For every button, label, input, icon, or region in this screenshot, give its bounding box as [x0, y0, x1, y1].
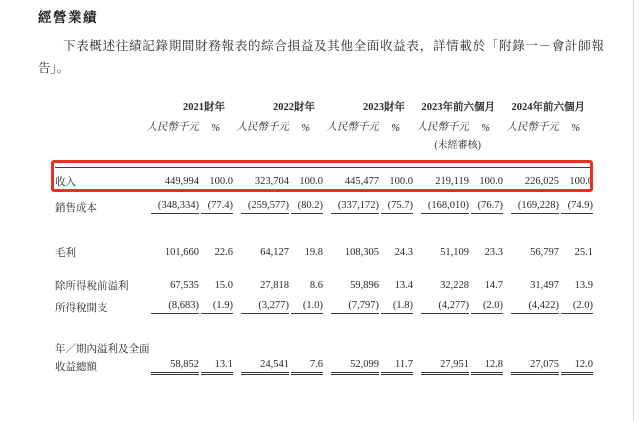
- cell-pct: 100.0: [559, 168, 593, 195]
- cell-value: (3,277): [241, 300, 289, 314]
- cell-pct: 100.0: [379, 168, 413, 195]
- page-edge-divider: [633, 0, 634, 421]
- cell-value: 31,497: [530, 279, 559, 291]
- intro-paragraph: 下表概述往績記錄期間財務報表的綜合損益及其他全面收益表，詳情載於「附錄一－會計師報告」。: [38, 39, 604, 75]
- table-header-units: [55, 114, 593, 136]
- cell-pct: 22.6: [214, 246, 233, 258]
- row-label: 銷售成本: [55, 202, 97, 214]
- cell-pct: (1.0): [291, 300, 323, 314]
- cell-pct: 12.0: [561, 359, 593, 375]
- cell-value: 58,852: [151, 359, 199, 375]
- cell-pct: 8.6: [309, 279, 323, 291]
- cell-pct: 13.1: [201, 359, 233, 375]
- cell-pct: (80.2): [291, 200, 323, 214]
- table-row-total-income-label: [55, 336, 593, 359]
- cell-value: 27,951: [421, 359, 469, 375]
- table-row-income-tax: [55, 296, 593, 318]
- year-header: 2024年前六個月: [511, 102, 585, 113]
- cell-pct: 100.0: [289, 168, 323, 195]
- cell-pct: 15.0: [214, 279, 233, 291]
- cell-pct: 25.1: [574, 246, 593, 258]
- row-label: 所得稅開支: [55, 302, 108, 314]
- cell-value: 59,896: [350, 279, 379, 291]
- cell-value: 226,025: [503, 168, 559, 195]
- row-label: 除所得稅前溢利: [55, 280, 129, 292]
- financial-table: [55, 96, 593, 379]
- cell-value: (4,422): [511, 300, 559, 314]
- table-row-gross-profit: [55, 240, 593, 264]
- row-label: 毛利: [55, 247, 76, 259]
- cell-value: (8,683): [151, 300, 199, 314]
- cell-value: (168,010): [421, 200, 469, 214]
- unit-label: 人民幣千元: [416, 122, 469, 133]
- spacer-row: [55, 318, 593, 336]
- cell-value: (348,334): [151, 200, 199, 214]
- table-row-profit-before-tax: [55, 274, 593, 296]
- cell-pct: 7.6: [291, 359, 323, 375]
- cell-value: 27,818: [260, 279, 289, 291]
- cell-pct: (75.7): [381, 200, 413, 214]
- cell-value: 219,119: [413, 168, 469, 195]
- cell-pct: (2.0): [471, 300, 503, 314]
- pct-label: %: [571, 123, 580, 134]
- spacer-row: [55, 220, 593, 240]
- cell-value: 323,704: [233, 168, 289, 195]
- cell-value: (337,172): [331, 200, 379, 214]
- cell-pct: 100.0: [469, 168, 503, 195]
- spacer-row: [55, 152, 593, 168]
- year-header: 2023年前六個月: [421, 102, 495, 113]
- unaudited-note: (未經審核): [434, 140, 481, 151]
- cell-value: 445,477: [323, 168, 379, 195]
- cell-pct: 12.8: [471, 359, 503, 375]
- cell-pct: (2.0): [561, 300, 593, 314]
- cell-value: 32,228: [440, 279, 469, 291]
- page-title: 經營業績: [38, 10, 98, 25]
- cell-pct: 14.7: [484, 279, 503, 291]
- unit-label: 人民幣千元: [236, 122, 289, 133]
- row-label: 收益總額: [55, 362, 97, 373]
- row-label: 收入: [55, 168, 143, 195]
- cell-pct: (1.9): [201, 300, 233, 314]
- cell-value: 67,535: [170, 279, 199, 291]
- cell-pct: (1.8): [381, 300, 413, 314]
- unit-label: 人民幣千元: [506, 122, 559, 133]
- table-header-note: [55, 136, 593, 152]
- cell-value: (169,228): [511, 200, 559, 214]
- unit-label: 人民幣千元: [146, 122, 199, 133]
- table-row-total-comprehensive-income: [55, 359, 593, 379]
- cell-pct: 24.3: [394, 246, 413, 258]
- cell-pct: 19.8: [304, 246, 323, 258]
- cell-pct: 100.0: [199, 168, 233, 195]
- table-row-revenue: [55, 168, 593, 195]
- cell-value: 51,109: [440, 246, 469, 258]
- cell-value: (7,797): [331, 300, 379, 314]
- cell-pct: 13.4: [394, 279, 413, 291]
- cell-value: (4,277): [421, 300, 469, 314]
- cell-value: 24,541: [241, 359, 289, 375]
- cell-pct: (76.7): [471, 200, 503, 214]
- pct-label: %: [211, 123, 220, 134]
- year-header: 2022財年: [273, 102, 315, 113]
- table-header-years: [55, 96, 593, 114]
- cell-value: 27,075: [511, 359, 559, 375]
- pct-label: %: [391, 123, 400, 134]
- cell-pct: 23.3: [484, 246, 503, 258]
- cell-pct: (74.9): [561, 200, 593, 214]
- cell-value: (259,577): [241, 200, 289, 214]
- unit-label: 人民幣千元: [326, 122, 379, 133]
- cell-value: 449,994: [143, 168, 199, 195]
- spacer-row: [55, 264, 593, 274]
- cell-pct: 11.7: [381, 359, 413, 375]
- pct-label: %: [481, 123, 490, 134]
- cell-value: 108,305: [344, 246, 379, 258]
- cell-value: 64,127: [260, 246, 289, 258]
- pct-label: %: [301, 123, 310, 134]
- cell-value: 52,099: [331, 359, 379, 375]
- cell-pct: 13.9: [574, 279, 593, 291]
- table-row-cost-of-sales: [55, 194, 593, 220]
- row-label: 年／期內溢利及全面: [55, 344, 150, 355]
- year-header: 2021財年: [183, 102, 225, 113]
- cell-value: 101,660: [164, 246, 199, 258]
- cell-value: 56,797: [530, 246, 559, 258]
- cell-pct: (77.4): [201, 200, 233, 214]
- year-header: 2023財年: [363, 102, 405, 113]
